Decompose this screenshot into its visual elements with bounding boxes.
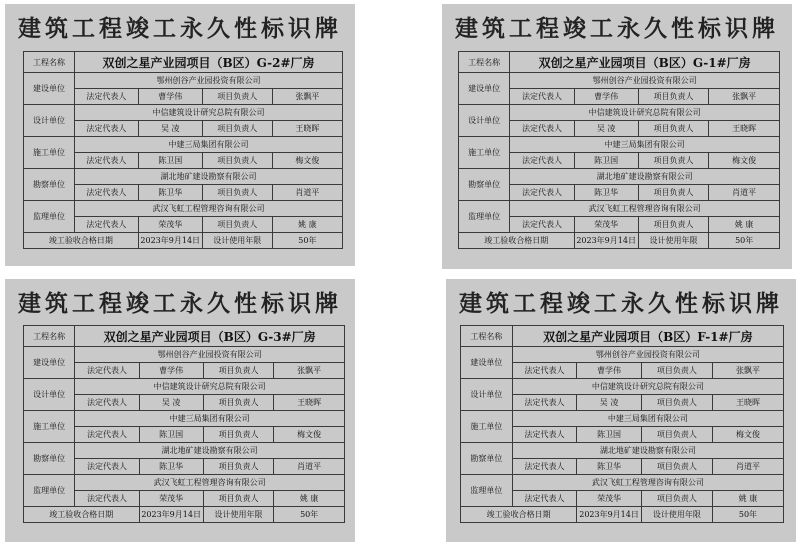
legal-rep-name: 陈卫国 [138,153,202,169]
project-manager-label: 项目负责人 [638,217,709,233]
legal-rep-label: 法定代表人 [75,427,139,443]
unit-company-row [24,137,343,153]
plaque-title: 建筑工程竣工永久性标识牌 [455,16,779,42]
unit-company-row [459,105,780,121]
legal-rep-label: 法定代表人 [75,395,139,411]
project-manager-name: 肖道平 [272,185,342,201]
project-manager-name: 梅文俊 [272,153,342,169]
project-manager-name: 姚 康 [274,491,345,507]
unit-role: 勘察单位 [24,443,75,475]
legal-rep-name: 吴 凌 [139,395,203,411]
plaque-title: 建筑工程竣工永久性标识牌 [18,16,342,42]
unit-company: 武汉飞虹工程管理咨询有限公司 [75,475,345,491]
unit-company-row [24,443,345,459]
unit-company: 中信建筑设计研究总院有限公司 [75,379,345,395]
project-manager-label: 项目负责人 [203,459,274,475]
unit-role: 建设单位 [459,73,510,105]
project-manager-label: 项目负责人 [203,395,274,411]
unit-company-row [24,379,345,395]
legal-rep-name: 陈卫国 [139,427,203,443]
legal-rep-name: 陈卫华 [574,185,638,201]
legal-rep-label: 法定代表人 [75,121,139,137]
unit-company: 中信建筑设计研究总院有限公司 [510,105,780,121]
plaque-f1 [446,279,796,542]
plaque-g3 [5,279,355,542]
project-label: 工程名称 [24,326,75,347]
unit-company-row [459,73,780,89]
design-life-value: 50年 [272,233,342,249]
unit-role: 施工单位 [461,411,513,443]
legal-rep-name: 曹学伟 [574,89,638,105]
unit-company: 武汉飞虹工程管理咨询有限公司 [512,475,783,491]
project-manager-label: 项目负责人 [641,427,712,443]
design-life-label: 设计使用年限 [203,507,274,523]
plaque-title: 建筑工程竣工永久性标识牌 [18,291,342,317]
unit-company-row [461,475,784,491]
unit-role: 建设单位 [461,347,513,379]
legal-rep-label: 法定代表人 [510,185,574,201]
project-manager-label: 项目负责人 [641,491,712,507]
legal-rep-label: 法定代表人 [75,89,139,105]
project-manager-label: 项目负责人 [641,459,712,475]
unit-role: 施工单位 [24,411,75,443]
project-name: 双创之星产业园项目（B区）G-3#厂房 [75,326,345,347]
acceptance-date: 2023年9月14日 [139,507,203,523]
legal-rep-label: 法定代表人 [512,491,577,507]
project-manager-label: 项目负责人 [202,185,272,201]
unit-company-row [461,379,784,395]
legal-rep-name: 陈卫国 [577,427,642,443]
unit-company-row [461,347,784,363]
unit-role: 监理单位 [459,201,510,233]
acceptance-date-label: 竣工验收合格日期 [24,507,140,523]
unit-company-row [24,347,345,363]
project-manager-label: 项目负责人 [203,363,274,379]
design-life-value: 50年 [712,507,783,523]
project-manager-name: 梅文俊 [709,153,780,169]
design-life-label: 设计使用年限 [638,233,709,249]
unit-company: 鄂州创谷产业园投资有限公司 [75,347,345,363]
project-name: 双创之星产业园项目（B区）G-1#厂房 [510,52,780,73]
plaque-title: 建筑工程竣工永久性标识牌 [459,291,783,317]
unit-company: 湖北地矿建设勘察有限公司 [75,443,345,459]
acceptance-date-label: 竣工验收合格日期 [24,233,139,249]
acceptance-date: 2023年9月14日 [574,233,638,249]
legal-rep-label: 法定代表人 [510,121,574,137]
unit-role: 施工单位 [459,137,510,169]
project-manager-label: 项目负责人 [202,153,272,169]
unit-company: 湖北地矿建设勘察有限公司 [512,443,783,459]
unit-role: 建设单位 [24,73,75,105]
legal-rep-name: 曹学伟 [577,363,642,379]
project-row [24,326,345,347]
project-manager-label: 项目负责人 [202,217,272,233]
unit-company: 鄂州创谷产业园投资有限公司 [512,347,783,363]
unit-company: 鄂州创谷产业园投资有限公司 [510,73,780,89]
project-manager-name: 王晓晖 [274,395,345,411]
legal-rep-name: 荣茂华 [574,217,638,233]
project-name: 双创之星产业园项目（B区）G-2#厂房 [75,52,343,73]
legal-rep-name: 吴 凌 [138,121,202,137]
acceptance-row [24,507,345,523]
acceptance-date-label: 竣工验收合格日期 [459,233,575,249]
unit-company: 中信建筑设计研究总院有限公司 [512,379,783,395]
project-manager-name: 姚 康 [709,217,780,233]
unit-role: 勘察单位 [459,169,510,201]
unit-company: 湖北地矿建设勘察有限公司 [510,169,780,185]
project-manager-label: 项目负责人 [638,121,709,137]
project-manager-label: 项目负责人 [638,89,709,105]
legal-rep-label: 法定代表人 [75,459,139,475]
info-table [460,325,784,523]
project-manager-label: 项目负责人 [641,395,712,411]
unit-role: 勘察单位 [461,443,513,475]
unit-company: 中建三局集团有限公司 [510,137,780,153]
unit-company-row [24,73,343,89]
legal-rep-label: 法定代表人 [510,217,574,233]
plaque-g1 [442,4,792,269]
project-label: 工程名称 [461,326,513,347]
unit-role: 监理单位 [24,201,75,233]
unit-role: 监理单位 [24,475,75,507]
project-manager-name: 肖道平 [274,459,345,475]
project-manager-label: 项目负责人 [641,363,712,379]
project-label: 工程名称 [24,52,75,73]
project-row [459,52,780,73]
project-manager-name: 肖道平 [712,459,783,475]
legal-rep-label: 法定代表人 [512,363,577,379]
design-life-value: 50年 [274,507,345,523]
project-manager-label: 项目负责人 [638,153,709,169]
legal-rep-label: 法定代表人 [75,491,139,507]
project-manager-name: 姚 康 [712,491,783,507]
project-manager-name: 梅文俊 [712,427,783,443]
project-manager-label: 项目负责人 [638,185,709,201]
legal-rep-label: 法定代表人 [512,459,577,475]
unit-company-row [461,411,784,427]
unit-role: 设计单位 [24,379,75,411]
unit-company: 中建三局集团有限公司 [75,137,343,153]
unit-role: 监理单位 [461,475,513,507]
unit-role: 设计单位 [461,379,513,411]
acceptance-date: 2023年9月14日 [138,233,202,249]
legal-rep-name: 吴 凌 [577,395,642,411]
unit-company-row [24,475,345,491]
unit-company: 中建三局集团有限公司 [512,411,783,427]
legal-rep-name: 荣茂华 [139,491,203,507]
legal-rep-name: 陈卫华 [138,185,202,201]
unit-company: 武汉飞虹工程管理咨询有限公司 [75,201,343,217]
legal-rep-label: 法定代表人 [75,153,139,169]
design-life-label: 设计使用年限 [641,507,712,523]
unit-company-row [24,201,343,217]
unit-company-row [461,443,784,459]
project-manager-name: 姚 康 [272,217,342,233]
legal-rep-name: 曹学伟 [139,363,203,379]
legal-rep-name: 陈卫国 [574,153,638,169]
project-manager-label: 项目负责人 [202,89,272,105]
unit-company-row [459,169,780,185]
project-manager-label: 项目负责人 [202,121,272,137]
project-manager-name: 张飘平 [712,363,783,379]
legal-rep-label: 法定代表人 [512,427,577,443]
legal-rep-name: 荣茂华 [138,217,202,233]
unit-company: 武汉飞虹工程管理咨询有限公司 [510,201,780,217]
acceptance-date: 2023年9月14日 [577,507,642,523]
project-row [24,52,343,73]
project-manager-name: 王晓晖 [709,121,780,137]
design-life-label: 设计使用年限 [202,233,272,249]
unit-role: 设计单位 [24,105,75,137]
legal-rep-label: 法定代表人 [512,395,577,411]
info-table [458,51,780,249]
project-name: 双创之星产业园项目（B区）F-1#厂房 [512,326,783,347]
info-table [23,325,345,523]
acceptance-row [461,507,784,523]
unit-company-row [24,105,343,121]
unit-company: 鄂州创谷产业园投资有限公司 [75,73,343,89]
unit-company-row [459,137,780,153]
unit-role: 施工单位 [24,137,75,169]
project-label: 工程名称 [459,52,510,73]
info-table [23,51,343,249]
legal-rep-label: 法定代表人 [510,89,574,105]
legal-rep-label: 法定代表人 [75,217,139,233]
unit-company-row [459,201,780,217]
legal-rep-label: 法定代表人 [510,153,574,169]
legal-rep-label: 法定代表人 [75,363,139,379]
project-manager-name: 张飘平 [274,363,345,379]
design-life-value: 50年 [709,233,780,249]
unit-company: 湖北地矿建设勘察有限公司 [75,169,343,185]
unit-role: 勘察单位 [24,169,75,201]
project-manager-label: 项目负责人 [203,491,274,507]
unit-company: 中信建筑设计研究总院有限公司 [75,105,343,121]
acceptance-date-label: 竣工验收合格日期 [461,507,577,523]
legal-rep-name: 陈卫华 [139,459,203,475]
project-manager-name: 肖道平 [709,185,780,201]
legal-rep-label: 法定代表人 [75,185,139,201]
project-manager-name: 王晓晖 [272,121,342,137]
unit-company-row [24,169,343,185]
acceptance-row [459,233,780,249]
project-row [461,326,784,347]
legal-rep-name: 陈卫华 [577,459,642,475]
project-manager-name: 王晓晖 [712,395,783,411]
legal-rep-name: 吴 凌 [574,121,638,137]
unit-company: 中建三局集团有限公司 [75,411,345,427]
unit-role: 建设单位 [24,347,75,379]
unit-role: 设计单位 [459,105,510,137]
project-manager-name: 张飘平 [272,89,342,105]
acceptance-row [24,233,343,249]
unit-company-row [24,411,345,427]
legal-rep-name: 曹学伟 [138,89,202,105]
project-manager-name: 梅文俊 [274,427,345,443]
legal-rep-name: 荣茂华 [577,491,642,507]
plaque-g2 [5,4,355,266]
project-manager-name: 张飘平 [709,89,780,105]
project-manager-label: 项目负责人 [203,427,274,443]
